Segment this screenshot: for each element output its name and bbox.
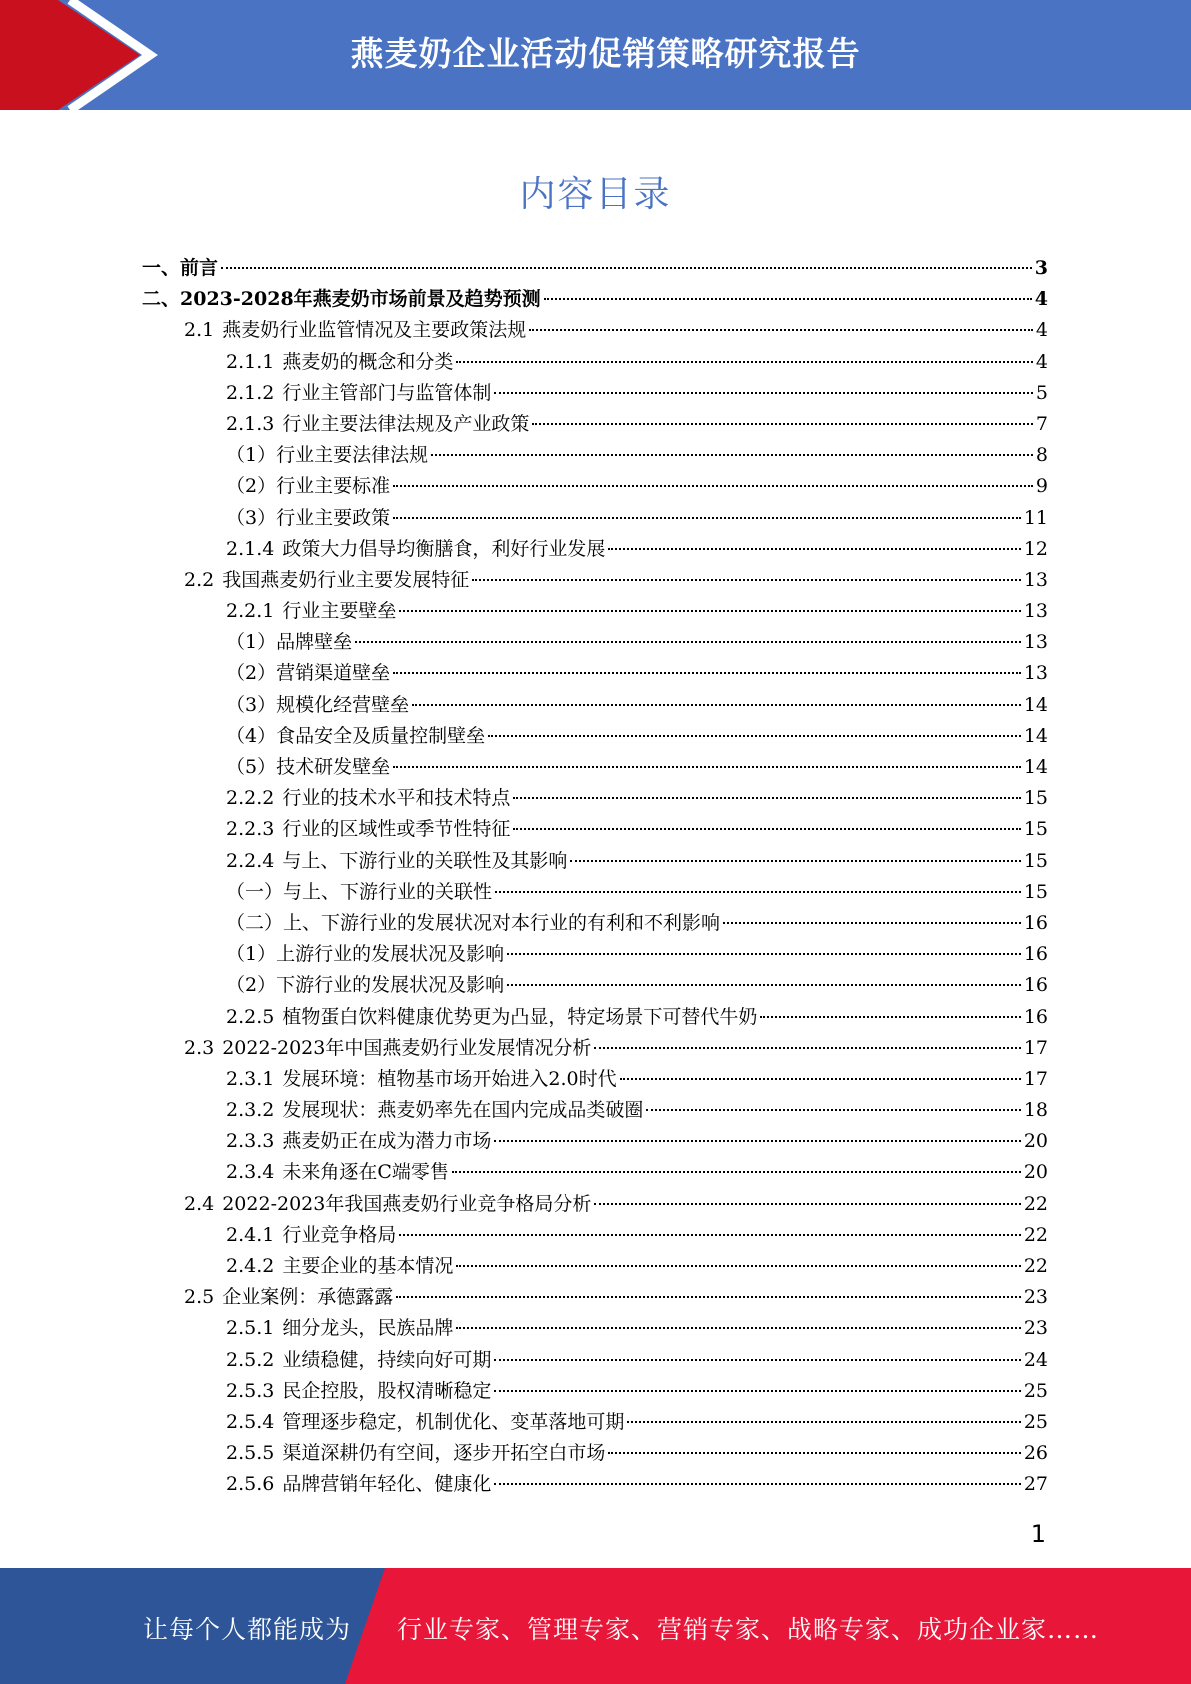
- toc-dot-leader: [452, 1171, 1021, 1173]
- toc-entry-number: 2.5.4: [226, 1410, 275, 1433]
- toc-entry[interactable]: [142, 970, 1048, 1001]
- toc-entry-number: 2.5.5: [226, 1442, 275, 1465]
- toc-entry[interactable]: [142, 1157, 1048, 1188]
- toc-entry[interactable]: [142, 534, 1048, 565]
- toc-entry-number: 2.3.1: [226, 1067, 275, 1090]
- toc-dot-leader: [513, 828, 1020, 830]
- toc-entry-page: 20: [1023, 1161, 1048, 1184]
- toc-entry-number: （1）: [226, 444, 277, 467]
- toc-dot-leader: [529, 329, 1033, 331]
- toc-heading: 内容目录: [519, 174, 672, 215]
- toc-dot-leader: [507, 953, 1021, 955]
- toc-dot-leader: [495, 891, 1021, 893]
- toc-entry[interactable]: [142, 908, 1048, 939]
- toc-entry-title: 发展现状：燕麦奶率先在国内完成品类破圈: [282, 1099, 644, 1122]
- toc-entry-page: 17: [1023, 1036, 1048, 1059]
- toc-dot-leader: [620, 1078, 1021, 1080]
- toc-entry[interactable]: [142, 783, 1048, 814]
- toc-entry-page: 23: [1023, 1317, 1048, 1340]
- toc-entry-title: 规模化经营壁垒: [276, 693, 410, 716]
- toc-entry-number: 2.2.1: [226, 600, 275, 623]
- toc-entry-title: 行业主要标准: [276, 475, 391, 498]
- toc-entry-title: 业绩稳健，持续向好可期: [282, 1348, 492, 1371]
- toc-entry[interactable]: [142, 1469, 1048, 1500]
- toc-dot-leader: [723, 922, 1021, 924]
- toc-entry[interactable]: [142, 658, 1048, 689]
- toc-entry[interactable]: [142, 565, 1048, 596]
- toc-entry[interactable]: [142, 939, 1048, 970]
- toc-entry-number: （3）: [226, 693, 277, 716]
- toc-entry-page: 20: [1023, 1130, 1048, 1153]
- footer-band: [0, 1568, 1191, 1684]
- toc-entry-number: 2.5.1: [226, 1317, 275, 1340]
- toc-entry-page: 14: [1023, 693, 1048, 716]
- toc-entry-page: 25: [1023, 1410, 1048, 1433]
- toc-entry-page: 3: [1034, 257, 1048, 279]
- toc-entry-page: 13: [1023, 662, 1048, 685]
- toc-entry-page: 14: [1023, 756, 1048, 778]
- toc-entry[interactable]: [142, 347, 1048, 378]
- toc-dot-leader: [355, 641, 1021, 643]
- header-band: [0, 0, 1191, 110]
- toc-entry[interactable]: [142, 1407, 1048, 1438]
- toc-dot-leader: [646, 1109, 1020, 1111]
- page-number: 1: [1030, 1520, 1046, 1548]
- toc-dot-leader: [594, 1203, 1020, 1205]
- toc-entry[interactable]: [142, 1002, 1048, 1033]
- footer-slogan-right: 行业专家、管理专家、营销专家、战略专家、成功企业家……: [397, 1615, 1100, 1644]
- toc-dot-leader: [399, 1234, 1020, 1236]
- toc-entry-page: 14: [1023, 724, 1048, 747]
- toc-dot-leader: [760, 1016, 1020, 1018]
- toc-entry[interactable]: [142, 471, 1048, 502]
- toc-entry-number: 2.1.4: [226, 537, 275, 560]
- toc-entry-title: 燕麦奶的概念和分类: [282, 350, 454, 373]
- toc-entry-title: 与上、下游行业的关联性: [283, 880, 493, 903]
- toc-entry-title: 品牌营销年轻化、健康化: [282, 1473, 492, 1496]
- toc-entry-title: 行业主要法律法规: [276, 444, 429, 467]
- toc-entry-page: 4: [1035, 319, 1048, 342]
- toc-entry-number: 2.1.2: [226, 381, 275, 404]
- toc-entry[interactable]: [142, 627, 1048, 658]
- toc-dot-leader: [393, 485, 1033, 487]
- toc-entry-title: 燕麦奶行业监管情况及主要政策法规: [222, 319, 527, 342]
- toc-entry-number: （1）: [226, 943, 277, 966]
- toc-entry-title: 企业案例：承德露露: [222, 1286, 394, 1309]
- toc-entry-title: 行业竞争格局: [282, 1223, 397, 1246]
- toc-entry-number: 2.2.2: [226, 787, 275, 810]
- toc-entry-page: 13: [1023, 631, 1048, 654]
- toc-dot-leader: [608, 548, 1020, 550]
- toc-entry-number: 2.3.4: [226, 1161, 275, 1184]
- toc-dot-leader: [399, 610, 1020, 612]
- toc-entry-number: 2.1.3: [226, 412, 275, 435]
- toc-dot-leader: [494, 1390, 1020, 1392]
- toc-entry[interactable]: [142, 1345, 1048, 1376]
- toc-entry-title: 植物蛋白饮料健康优势更为凸显，特定场景下可替代牛奶: [282, 1005, 758, 1028]
- toc-entry[interactable]: [142, 877, 1048, 908]
- toc-dot-leader: [488, 735, 1021, 737]
- toc-entry[interactable]: [142, 1438, 1048, 1469]
- toc-entry-title: 2022-2023年中国燕麦奶行业发展情况分析: [222, 1036, 592, 1059]
- toc-entry-number: 2.5.6: [226, 1473, 275, 1496]
- toc-entry-title: 2023-2028年燕麦奶市场前景及趋势预测: [180, 288, 541, 311]
- toc-entry-page: 15: [1023, 849, 1048, 872]
- toc-entry-page: 8: [1035, 444, 1048, 467]
- toc-entry[interactable]: [142, 1220, 1048, 1251]
- toc-entry-title: 燕麦奶正在成为潜力市场: [282, 1130, 492, 1153]
- toc-entry-page: 15: [1023, 787, 1048, 810]
- toc-entry-number: 2.2.3: [226, 818, 275, 841]
- toc-entry[interactable]: [142, 1064, 1048, 1095]
- toc-dot-leader: [393, 766, 1021, 768]
- toc-entry-title: 渠道深耕仍有空间，逐步开拓空白市场: [282, 1442, 606, 1465]
- toc-entry-title: 行业主要壁垒: [282, 600, 397, 623]
- toc-entry-page: 16: [1023, 943, 1048, 966]
- toc-entry-title: 食品安全及质量控制壁垒: [276, 724, 486, 747]
- toc-dot-leader: [570, 860, 1020, 862]
- toc-dot-leader: [507, 984, 1021, 986]
- toc-entry-number: 2.3.2: [226, 1099, 275, 1122]
- toc-entry-page: 12: [1023, 537, 1048, 560]
- toc-entry-page: 18: [1023, 1099, 1048, 1122]
- toc-entry-number: 二、: [142, 288, 181, 311]
- toc-entry-number: （一）: [226, 880, 284, 903]
- toc-entry[interactable]: [142, 409, 1048, 440]
- toc-entry-title: 民企控股，股权清晰稳定: [282, 1379, 492, 1402]
- toc-entry-page: 4: [1034, 288, 1048, 311]
- toc-entry[interactable]: [142, 1313, 1048, 1344]
- toc-entry-title: 政策大力倡导均衡膳食，利好行业发展: [282, 537, 606, 560]
- toc-dot-leader: [494, 1140, 1020, 1142]
- toc-entry[interactable]: [142, 503, 1048, 534]
- toc-entry-number: （1）: [226, 631, 277, 654]
- toc-entry-page: 13: [1023, 568, 1048, 591]
- toc-entry-page: 22: [1023, 1192, 1048, 1215]
- toc-entry-page: 24: [1023, 1348, 1048, 1371]
- toc-entry-number: （5）: [226, 756, 277, 778]
- toc-entry-title: 与上、下游行业的关联性及其影响: [282, 849, 568, 872]
- toc-dot-leader: [532, 423, 1033, 425]
- toc-entry-title: 管理逐步稳定，机制优化、变革落地可期: [282, 1410, 625, 1433]
- toc-entry-title: 营销渠道壁垒: [276, 662, 391, 685]
- toc-dot-leader: [456, 361, 1033, 363]
- toc-dot-leader: [221, 267, 1032, 269]
- toc-entry-page: 13: [1023, 600, 1048, 623]
- toc-entry-page: 9: [1035, 475, 1048, 498]
- toc-dot-leader: [393, 517, 1021, 519]
- toc-entry-page: 23: [1023, 1286, 1048, 1309]
- toc-entry-number: （2）: [226, 974, 277, 997]
- toc-entry-number: 2.1: [184, 319, 215, 342]
- report-title: 燕麦奶企业活动促销策略研究报告: [350, 34, 861, 73]
- toc-entry[interactable]: [142, 315, 1048, 346]
- toc-entry[interactable]: [142, 253, 1048, 284]
- toc-entry-title: 细分龙头，民族品牌: [282, 1317, 454, 1340]
- toc-entry-page: 17: [1023, 1067, 1048, 1090]
- toc-dot-leader: [594, 1047, 1020, 1049]
- toc-entry-title: 技术研发壁垒: [276, 756, 391, 778]
- toc-entry-title: 行业主要法律法规及产业政策: [282, 412, 530, 435]
- toc-entry-page: 15: [1023, 818, 1048, 841]
- toc-dot-leader: [431, 454, 1033, 456]
- toc-entry-title: 2022-2023年我国燕麦奶行业竞争格局分析: [222, 1192, 592, 1215]
- toc-entry[interactable]: [142, 690, 1048, 721]
- toc-entry-page: 15: [1023, 880, 1048, 903]
- toc-entry-page: 5: [1035, 381, 1048, 404]
- toc-entry-number: 2.4.2: [226, 1255, 275, 1277]
- toc-dot-leader: [494, 1483, 1020, 1485]
- toc-dot-leader: [472, 579, 1021, 581]
- toc-dot-leader: [494, 1359, 1020, 1361]
- toc-entry-page: 16: [1023, 911, 1048, 934]
- toc-entry-page: 4: [1035, 350, 1048, 373]
- footer-slogan-left: 让每个人都能成为: [143, 1615, 352, 1644]
- toc-entry-number: 2.2: [184, 568, 215, 591]
- toc-entry-page: 11: [1023, 506, 1048, 529]
- toc-entry-title: 行业主管部门与监管体制: [282, 381, 492, 404]
- toc-entry-number: 2.5: [184, 1286, 215, 1309]
- toc-entry[interactable]: [142, 596, 1048, 627]
- toc-entry-title: 下游行业的发展状况及影响: [276, 974, 505, 997]
- toc-entry-page: 22: [1023, 1255, 1048, 1277]
- toc-entry-page: 22: [1023, 1223, 1048, 1246]
- toc-entry[interactable]: [142, 846, 1048, 877]
- toc-entry[interactable]: [142, 1282, 1048, 1313]
- toc-dot-leader: [608, 1452, 1020, 1454]
- toc-dot-leader: [627, 1421, 1020, 1423]
- toc-entry[interactable]: [142, 814, 1048, 845]
- toc-entry-number: 2.5.3: [226, 1379, 275, 1402]
- toc-entry-number: 2.3: [184, 1036, 215, 1059]
- toc-entry-title: 行业的区域性或季节性特征: [282, 818, 511, 841]
- toc-entry-page: 16: [1023, 974, 1048, 997]
- toc-dot-leader: [396, 1296, 1021, 1298]
- toc-entry-title: 主要企业的基本情况: [282, 1255, 454, 1277]
- toc-entry-number: 2.5.2: [226, 1348, 275, 1371]
- toc-entry-title: 上游行业的发展状况及影响: [276, 943, 505, 966]
- toc-dot-leader: [544, 298, 1032, 300]
- toc-entry-title: 前言: [180, 257, 219, 279]
- toc-entry-number: （2）: [226, 662, 277, 685]
- toc-entry-number: （3）: [226, 506, 277, 529]
- toc-entry-title: 我国燕麦奶行业主要发展特征: [222, 568, 470, 591]
- toc-entry-number: 2.3.3: [226, 1130, 275, 1153]
- toc-entry-title: 未来角逐在C端零售: [282, 1161, 449, 1184]
- toc-entry-number: （4）: [226, 724, 277, 747]
- toc-entry[interactable]: [142, 378, 1048, 409]
- table-of-contents: [142, 253, 1048, 1501]
- toc-entry-title: 行业的技术水平和技术特点: [282, 787, 511, 810]
- toc-entry[interactable]: [142, 1376, 1048, 1407]
- toc-entry-title: 发展环境：植物基市场开始进入2.0时代: [282, 1067, 617, 1090]
- toc-entry[interactable]: [142, 721, 1048, 752]
- toc-entry-page: 27: [1023, 1473, 1048, 1496]
- toc-entry[interactable]: [142, 752, 1048, 783]
- toc-entry-page: 16: [1023, 1005, 1048, 1028]
- toc-dot-leader: [412, 704, 1021, 706]
- toc-entry-page: 25: [1023, 1379, 1048, 1402]
- toc-entry-title: 行业主要政策: [276, 506, 391, 529]
- toc-entry-number: （二）: [226, 911, 284, 934]
- toc-entry[interactable]: [142, 284, 1048, 315]
- toc-entry[interactable]: [142, 1251, 1048, 1282]
- toc-entry-number: 2.4.1: [226, 1223, 275, 1246]
- toc-entry[interactable]: [142, 1189, 1048, 1220]
- toc-entry-title: 上、下游行业的发展状况对本行业的有利和不利影响: [283, 911, 721, 934]
- toc-dot-leader: [393, 672, 1021, 674]
- toc-entry[interactable]: [142, 1033, 1048, 1064]
- toc-entry-number: 2.2.4: [226, 849, 275, 872]
- toc-entry-title: 品牌壁垒: [276, 631, 353, 654]
- toc-dot-leader: [456, 1327, 1020, 1329]
- toc-entry[interactable]: [142, 1095, 1048, 1126]
- toc-entry-page: 26: [1023, 1442, 1048, 1465]
- toc-dot-leader: [456, 1265, 1020, 1267]
- toc-dot-leader: [494, 392, 1033, 394]
- toc-entry-number: 2.4: [184, 1192, 215, 1215]
- toc-entry-page: 7: [1035, 412, 1048, 435]
- toc-entry-number: 一、: [142, 257, 181, 279]
- toc-entry[interactable]: [142, 440, 1048, 471]
- toc-entry[interactable]: [142, 1126, 1048, 1157]
- toc-entry-number: 2.1.1: [226, 350, 275, 373]
- toc-entry-number: （2）: [226, 475, 277, 498]
- toc-entry-number: 2.2.5: [226, 1005, 275, 1028]
- toc-dot-leader: [513, 797, 1020, 799]
